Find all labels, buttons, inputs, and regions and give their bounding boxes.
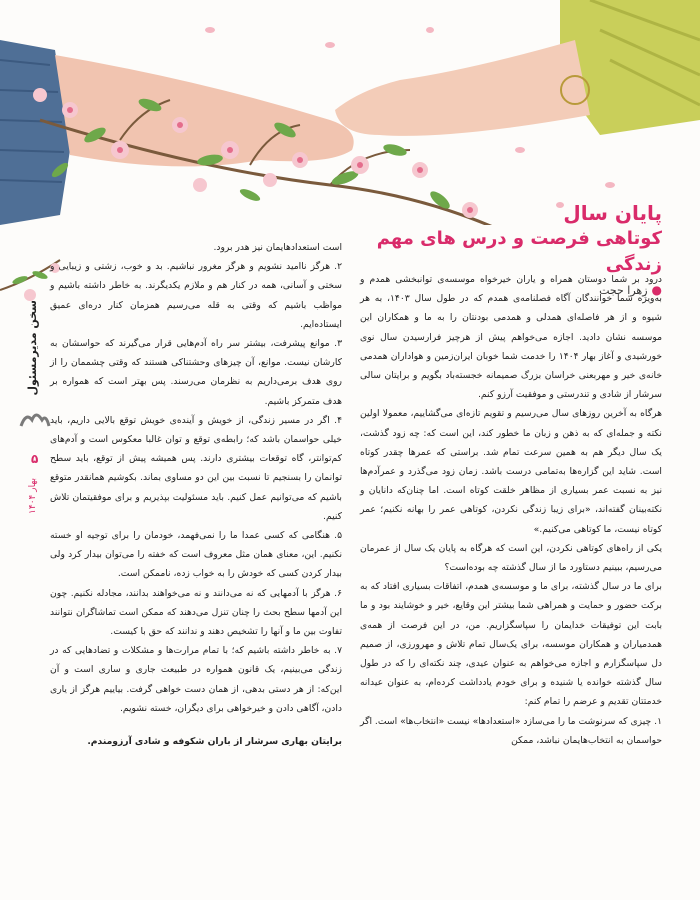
closing-line: برایتان بهاری سرشار از باران شکوفه و شادی آرزومندم. [87,736,342,748]
body-column-left [50,238,342,751]
paragraph: ۱. چیزی که سرنوشت ما را می‌سازد «استعدادها» نیست «انتخاب‌ها» است. اگر حواسمان به انتخاب‌هایمان نباشد، ممکن [360,715,662,746]
paragraph: ۵. هنگامی که کسی عمدا ما را نمی‌فهمد، خودمان را برای توجیه او خسته نکنیم. این، معنای همان مثل معروف است که خفته را می‌توان بیدار کرد ولی بیدار کردن کسی که خودش را به خواب زده، ناممکن است. [50,530,342,580]
paragraph: یکی از راه‌های کوتاهی نکردن، این است که هرگاه به پایان یک سال از عمرمان می‌رسیم، ببینیم دستاورد ما از سال گذشته چه بوده‌است؟ [360,542,662,574]
paragraph: ۷. به خاطر داشته باشیم که؛ با تمام مرارت‌ها و مشکلات و تضادهایی که در زندگی می‌بینیم، یک قانون همواره در طبیعت جاری و ساری است و آن این‌که: از هر دستی بدهی، از همان دست خواهی گرفت. بیاییم هرگز از یاری دادن، آگاهی دادن و خیرخواهی برای دیگران، خسته نشویم. [50,645,342,714]
hero-illustration [0,0,700,225]
section-title: سخن مدیرمسئول [26,300,39,396]
paragraph: درود بر شما دوستان همراه و یاران خیرخواه موسسه‌ی توانبخشی همدم و به‌ویژه شما خوانندگان آگاه فصلنامه‌ی همدم که در طول سال ۱۴۰۳، به هر شیوه و از هر فاصله‌ای همدلی و همدمی بودنتان را به ما و همکاران این موسسه نشان دادید. اجازه می‌خواهم پیش از هرچیز فرارسیدن سال نوی خورشیدی و آغاز بهار ۱۴۰۴ را خدمت شما خوبان ایران‌زمین و هواداران همدمی خانه‌ی خیر و مهربعنی خراسان بزرگ صمیمانه خجسته‌باد بگویم و برایتان سالی سرشار از شادی و تندرستی و موفقیت آرزو کنم. [360,274,662,401]
magazine-logo-icon [18,408,52,430]
paragraph: ۴. اگر در مسیر زندگی، از خویش و آینده‌ی خویش توقع بالایی داریم، باید خیلی حواسمان باشد که؛ رابطه‌ی توقع و توان غالبا معکوس است و آدم‌های کم‌توانتر، گاه توقعات بیشتری دارند. پس همیشه پیش از توقع، باید سطح توانمان را بسنجیم تا نسبت بین این دو مساوی بماند. بکوشیم همانقدر متوقع باشیم که می‌توانیم عمل کنیم. باید مسئولیت بپذیریم و برای موفقیتمان تلاش کنیم. [50,414,342,522]
paragraph: ۳. موانع پیشرفت، بیشتر سر راه آدم‌هایی قرار می‌گیرند که حواسشان به کارشان نیست. موانع، آن چیزهای وحشتناکی هستند که وقتی چشممان را از روی هدف برمی‌داریم به نظرمان می‌رسند. پس بهتر است که همواره بر هدف متمرکز باشیم. [50,338,342,407]
article-subtitle: کوتاهی فرصت و درس های مهم زندگی [376,228,662,275]
author-name: زهرا حجت [599,284,648,297]
issue-date: بهار ۱۴۰۴ [28,478,38,514]
paragraph: هرگاه به آخرین روزهای سال می‌رسیم و تقویم تازه‌ای می‌گشاییم، معمولا اولین نکته و جمله‌ای که به ذهن و زبان ما خطور کند، این است که: چه زود گذشت، یک سال دیگر هم به همین سرعت تمام شد. براستی که عمرها چقدر کوتاه است. شاید این گزاره‌ها به‌تمامی درست باشد. زمان زود می‌گذرد و عمرآدم‌ها نیز به نسبت عمر بسیاری از مظاهر خلقت کوتاه است. اما چنان‌که دانایان و نکته‌بینان گفته‌اند، «برای زیبا زندگی نکردن، کوتاهی عمر را بهانه نکنیم؛ عمر کوتاه نیست، ما کوتاهی می‌کنیم.» [360,408,662,535]
hands-blossom-illustration [0,0,700,225]
body-column-right [360,270,662,750]
paragraph: ۶. هرگز با آدمهایی که نه می‌دانند و نه می‌خواهند بدانند، مجادله نکنیم. چون این آدمها سطح بحث را چنان تنزل می‌دهند که ممکن است تماشاگران نتوانند تفاوت بین ما و آنها را تشخیص دهند و ندانند که حق با کیست. [50,587,342,638]
paragraph: ۲. هرگز ناامید نشویم و هرگز مغرور نباشیم. بد و خوب، زشتی و زیبایی و سختی و آسانی، همه در کنار هم و ملازم یکدیگرند. به خاطر داشته باشیم و مواظب باشیم که وقتی به قله می‌رسیم همزمان کنار دره‌ای عمیق ایستاده‌ایم. [50,261,342,330]
article-title: پایان سال [563,201,662,225]
paragraph: برای ما در سال گذشته، برای ما و موسسه‌ی همدم، اتفاقات بسیاری افتاد که به برکت حضور و حمایت و همراهی شما بیشتر این وقایع، خیر و خوشایند بود و ما بابت این توفیقات خدایمان را سپاسگزاریم. من، در این فرصت از همه‌ی همدمیاران و همکاران موسسه، برای یک‌سال تمام تلاش و مهرورزی، از صمیم دل سپاسگزارم و اجازه می‌خواهم به عنوان عیدی، چند نکته‌ای را که در طول سال گذشته خوانده یا شنیده و برای خودم یادداشت کرده‌ام، به عنوان عیدانه خدمتتان تقدیم و عرضم را تمام کنم: [360,581,662,708]
paragraph: است استعدادهایمان نیز هدر برود. [213,242,342,253]
bullet-icon: ● [651,283,662,297]
page-number: ۵ [31,452,39,466]
